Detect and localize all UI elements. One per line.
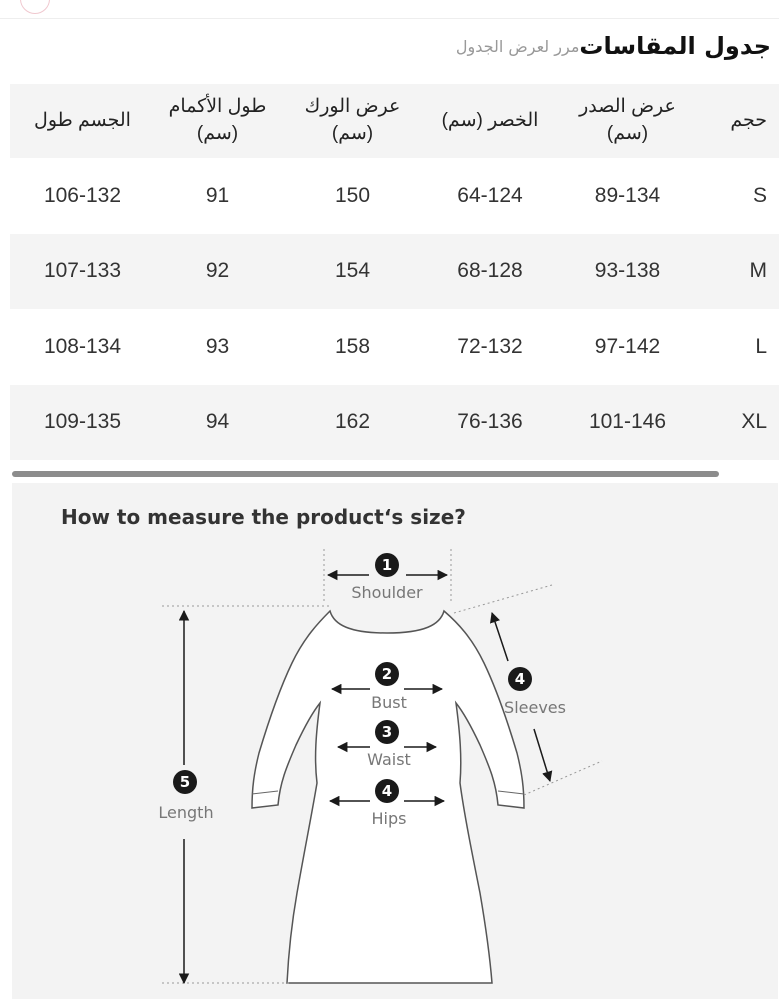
cell-sleeve: 94	[205, 410, 230, 434]
table-row	[10, 309, 779, 385]
column-header-hips: عرض الورك (سم)	[304, 96, 401, 144]
column-header-sleeve: طول الأكمام (سم)	[168, 96, 267, 144]
badge-bust-number: 2	[381, 665, 393, 683]
column-header-bust: عرض الصدر (سم)	[579, 96, 676, 144]
label-hips: Hips	[371, 809, 407, 828]
column-header-length: الجسم طول	[34, 109, 131, 131]
badge-hips-number: 4	[381, 782, 393, 800]
label-bust: Bust	[371, 693, 407, 712]
cell-sleeve: 93	[205, 334, 230, 358]
sleeve-guide-bottom	[524, 761, 602, 795]
badge-length-number: 5	[179, 773, 191, 791]
table-row	[10, 234, 779, 310]
sleeve-arrow-down	[534, 729, 550, 781]
table-row	[10, 158, 779, 234]
scroll-hint: مرر لعرض الجدول	[455, 36, 580, 56]
cell-waist: 64-124	[457, 183, 523, 207]
column-header-waist: الخصر (سم)	[441, 109, 539, 131]
measurement-guide	[12, 483, 778, 999]
size-chart-header	[456, 26, 771, 66]
top-strip	[0, 0, 779, 19]
size-table[interactable]	[10, 84, 779, 460]
cell-waist: 72-132	[457, 334, 523, 358]
cell-bust: 97-142	[594, 334, 661, 358]
cell-waist: 76-136	[457, 410, 523, 434]
badge-sleeves-number: 4	[514, 670, 526, 688]
cell-size: XL	[741, 410, 767, 434]
horizontal-scrollbar[interactable]	[12, 471, 719, 477]
cell-length: 106-132	[43, 183, 122, 207]
cell-length: 108-134	[43, 334, 122, 358]
top-avatar-edge	[20, 0, 50, 14]
size-chart-title: جدول المقاسات	[579, 32, 771, 60]
cell-waist: 68-128	[457, 259, 523, 283]
table-row	[10, 385, 779, 461]
badge-shoulder-number: 1	[381, 556, 393, 574]
dress-diagram	[12, 483, 778, 999]
badge-waist-number: 3	[381, 723, 393, 741]
cell-bust: 89-134	[594, 183, 661, 207]
cell-hips: 150	[334, 183, 371, 207]
cell-hips: 158	[334, 334, 371, 358]
sleeve-arrow-up	[492, 613, 508, 661]
cell-size: L	[755, 334, 767, 358]
cell-size: S	[752, 183, 767, 207]
label-waist: Waist	[367, 750, 411, 769]
table-header-row	[10, 84, 779, 158]
cell-sleeve: 91	[205, 183, 230, 207]
cell-sleeve: 92	[205, 259, 230, 283]
cell-length: 107-133	[43, 259, 122, 283]
cell-length: 109-135	[43, 410, 122, 434]
cell-hips: 154	[334, 259, 371, 283]
label-sleeves: Sleeves	[504, 698, 566, 717]
column-header-size: حجم	[730, 109, 767, 131]
label-length: Length	[158, 803, 214, 822]
cell-bust: 93-138	[594, 259, 661, 283]
cell-bust: 101-146	[588, 410, 667, 434]
label-shoulder: Shoulder	[351, 583, 423, 602]
cell-hips: 162	[334, 410, 371, 434]
cell-size: M	[749, 259, 767, 283]
guide-title: How to measure the product‘s size?	[61, 505, 466, 529]
sleeve-guide-top	[454, 585, 552, 613]
